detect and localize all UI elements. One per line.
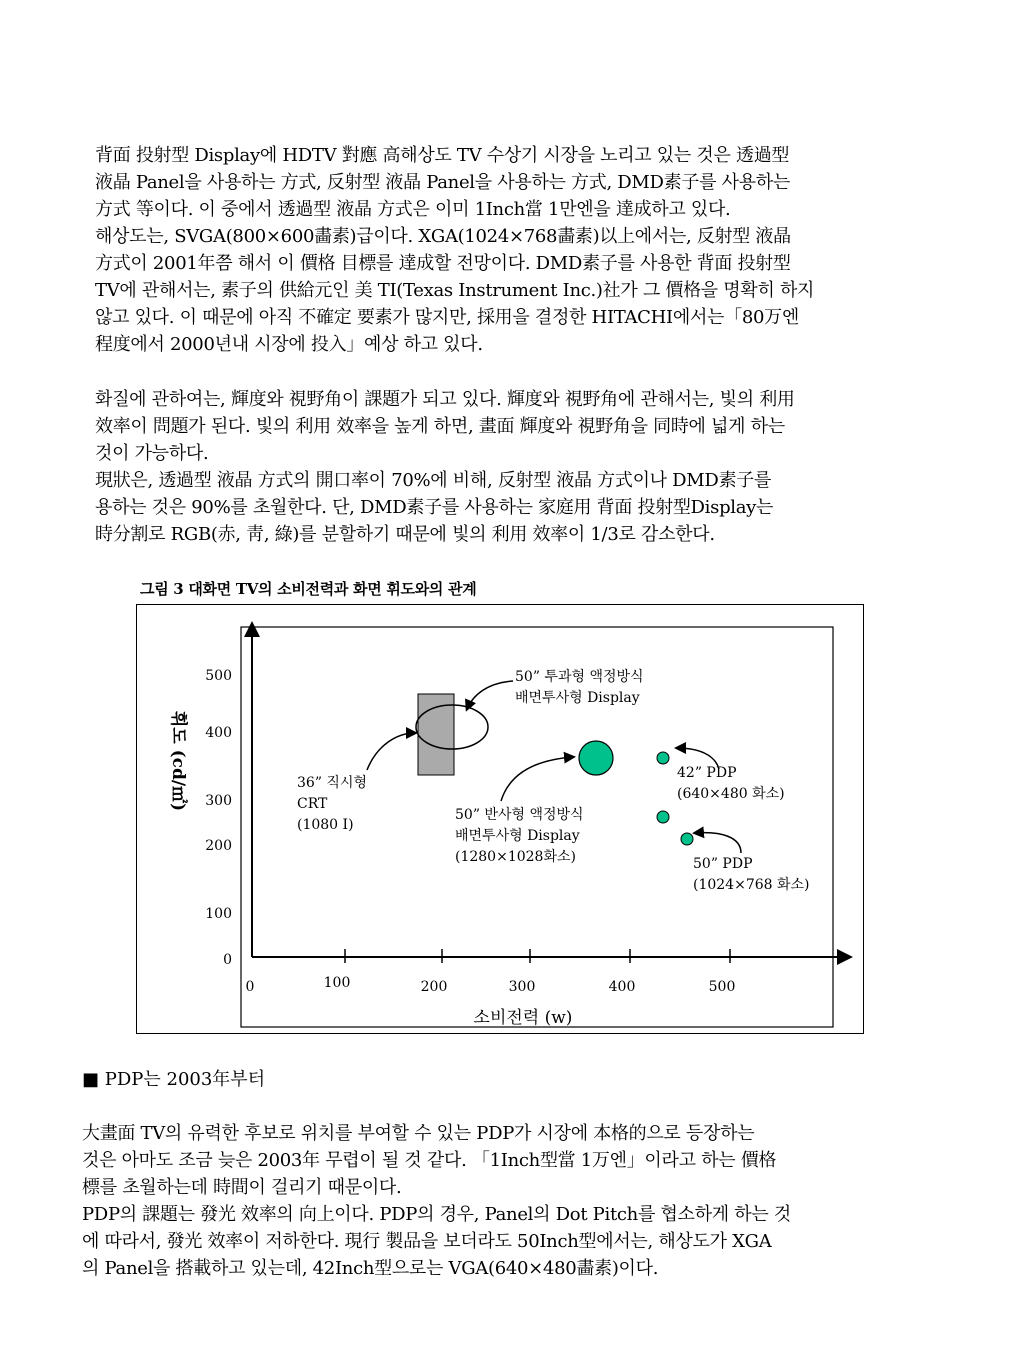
figure-caption: 그림 3 대화면 TV의 소비전력과 화면 휘도와의 관계 [140,580,477,598]
lcd-reflective-label: 50” 반사형 액정방식 [455,807,584,823]
chart-frame [136,604,864,1034]
lcd-reflective-marker [579,741,613,775]
x-tick-label: 100 [323,975,351,991]
text-line: 화질에 관하여는, 輝度와 視野角이 課題가 되고 있다. 輝度와 視野角에 관해서는, 빛의 利用 [95,389,795,410]
text-line: TV에 관해서는, 素子의 供給元인 美 TI(Texas Instrument Inc.)社가 그 價格을 명확히 하지 [95,280,815,301]
lcd-transmissive-label: 배면투사형 Display [515,690,640,706]
x-tick-label: 300 [508,979,536,995]
x-tick-label: 500 [708,979,736,995]
text-line: 方式 等이다. 이 중에서 透過型 液晶 方式은 이미 1Inch當 1만엔을 達成하고 있다. [95,199,731,220]
paragraph-pdp [82,1120,982,1282]
text-line: 時分割로 RGB(赤, 靑, 綠)를 분할하기 때문에 빛의 利用 效率이 1/3로 감소한다. [95,524,715,545]
lcd-reflective-label: 배면투사형 Display [455,828,580,844]
text-line: 에 따라서, 發光 效率이 저하한다. 現行 製品을 보더라도 50Inch型에서는, 해상도가 XGA [82,1231,772,1252]
x-tick-label: 0 [245,979,255,995]
x-tick-label: 400 [608,979,636,995]
pdp-42-label: (640×480 화소) [677,786,785,802]
x-tick-label: 200 [420,979,448,995]
y-tick-label: 500 [205,668,232,684]
pdp-42-label: 42” PDP [677,765,737,781]
text-line: 것이 가능하다. [95,443,209,464]
text-line: 大畫面 TV의 유력한 후보로 위치를 부여할 수 있는 PDP가 시장에 本格的으로 등장하는 [82,1123,755,1144]
y-tick-label: 100 [205,906,232,922]
paragraph-intro [95,142,995,358]
pdp-50b-marker [681,833,693,845]
pdp-42-marker [657,752,669,764]
paragraph-image-quality [95,386,995,548]
crt-marker [418,694,454,775]
text-line: 용하는 것은 90%를 초월한다. 단, DMD素子를 사용하는 家庭用 背面 投射型Display는 [95,497,774,518]
text-line: 것은 아마도 조금 늦은 2003年 무렵이 될 것 같다. 「1Inch型當 1万엔」이라고 하는 價格 [82,1150,777,1171]
text-line: PDP의 課題는 發光 效率의 向上이다. PDP의 경우, Panel의 Dot Pitch를 협소하게 하는 것 [82,1204,791,1225]
text-line: 않고 있다. 이 때문에 아직 不確定 要素가 많지만, 採用을 결정한 HITACHI에서는「80万엔 [95,307,799,328]
text-line: 의 Panel을 搭載하고 있는데, 42Inch型으로는 VGA(640×480畵素)이다. [82,1258,659,1279]
scatter-chart [137,605,865,1035]
lcd-transmissive-label: 50” 투과형 액정방식 [515,669,644,685]
text-line: 現狀은, 透過型 液晶 方式의 開口率이 70%에 비해, 反射型 液晶 方式이나 DMD素子를 [95,470,772,491]
pdp-50-label: 50” PDP [693,856,753,872]
text-line: 標를 초월하는데 時間이 걸리기 때문이다. [82,1177,402,1198]
text-line: 液晶 Panel을 사용하는 方式, 反射型 液晶 Panel을 사용하는 方式, DMD素子를 사용하는 [95,172,790,193]
lcd-transmissive-arrow [467,681,513,709]
text-line: 方式이 2001年쯤 해서 이 價格 目標를 達成할 전망이다. DMD素子를 사용한 背面 投射型 [95,253,791,274]
x-axis-label: 소비전력 (w) [473,1008,573,1028]
lcd-reflective-label: (1280×1028화소) [455,849,576,865]
text-line: 程度에서 2000년내 시장에 投入」예상 하고 있다. [95,334,483,355]
pdp-50-arrow [695,833,741,853]
text-line: 背面 投射型 Display에 HDTV 對應 高해상도 TV 수상기 시장을 노리고 있는 것은 透過型 [95,145,790,166]
pdp-50-marker [657,811,669,823]
y-tick-label: 0 [223,952,232,968]
pdp-50-label: (1024×768 화소) [693,877,810,893]
text-line: 해상도는, SVGA(800×600畵素)급이다. XGA(1024×768畵素)以上에서는, 反射型 液晶 [95,226,791,247]
text-line: 效率이 問題가 된다. 빛의 利用 效率을 높게 하면, 畫面 輝度와 視野角을 同時에 넓게 하는 [95,416,785,437]
y-tick-label: 400 [205,725,232,741]
crt-label: 36” 직시형 [297,775,367,791]
section-heading: ■ PDP는 2003年부터 [82,1069,266,1090]
y-axis-label: 휘도 (cd/㎡) [168,710,188,812]
crt-arrow [367,733,415,770]
y-tick-label: 200 [205,838,232,854]
y-tick-label: 300 [205,793,232,809]
crt-label: (1080 I) [297,817,354,833]
lcd-reflective-arrow [501,757,573,801]
crt-label: CRT [297,796,328,812]
